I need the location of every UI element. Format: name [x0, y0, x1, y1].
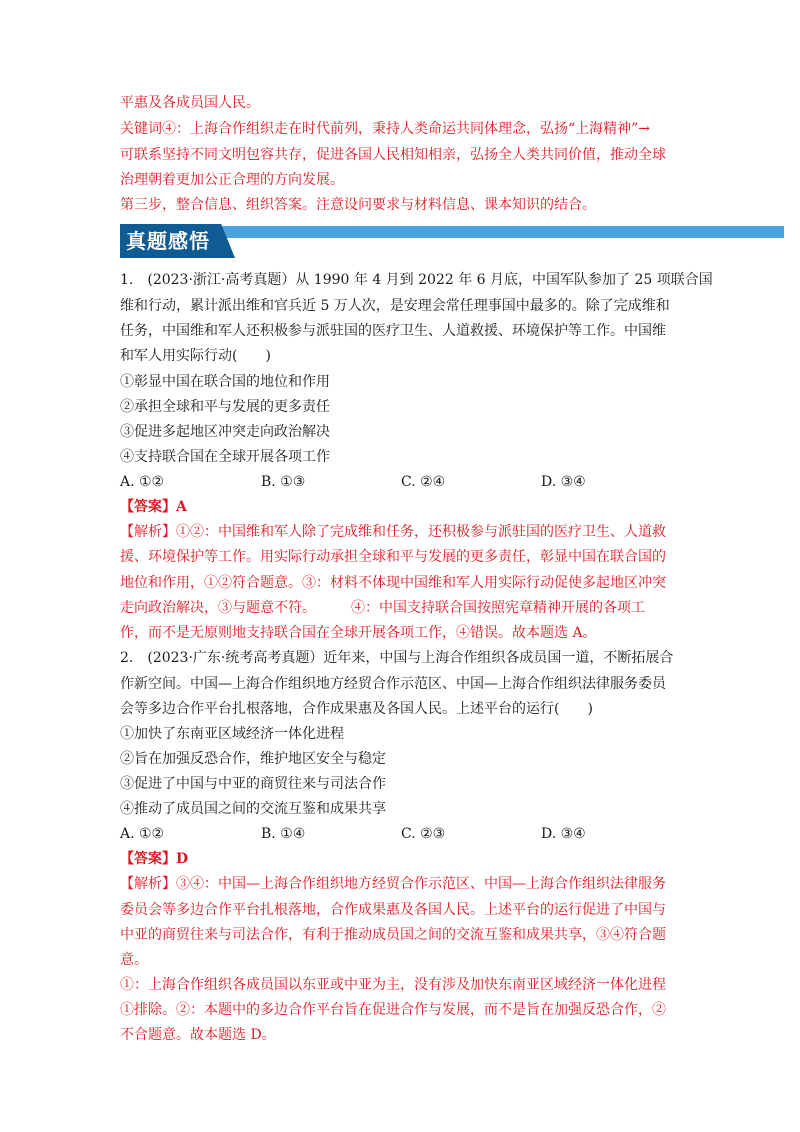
- q1-option-a[interactable]: A. ①②: [120, 474, 165, 490]
- q1-stem-line-3: 任务，中国维和军人还积极参与派驻国的医疗卫生、人道救援、环境保护等工作。中国维: [120, 323, 666, 339]
- q1-item-4: ④支持联合国在全球开展各项工作: [120, 449, 330, 465]
- q2-option-c[interactable]: C. ②③: [401, 826, 446, 842]
- q2-analysis-line-7: 不合题意。故本题选 D。: [120, 1027, 276, 1043]
- intro-line-3: 可联系坚持不同文明包容共存，促进各国人民相知相亲，弘扬全人类共同价值，推动全球: [120, 147, 666, 163]
- q2-analysis-line-1: 【解析】③④：中国—上海合作组织地方经贸合作示范区、中国—上海合作组织法律服务: [120, 876, 666, 892]
- q1-stem-line-4: 和军人用实际行动( ): [120, 348, 271, 364]
- q1-analysis-line-3: 地位和作用，①②符合题意。③：材料不体现中国维和军人用实际行动促使多起地区冲突: [120, 575, 666, 591]
- intro-line-5: 第三步，整合信息、组织答案。注意设问要求与材料信息、课本知识的结合。: [120, 197, 596, 213]
- intro-line-1: 平惠及各成员国人民。: [120, 95, 260, 111]
- q2-item-2: ②旨在加强反恐合作，维护地区安全与稳定: [120, 751, 386, 767]
- q2-analysis-line-2: 委员会等多边合作平台扎根落地，合作成果惠及各国人民。上述平台的运行促进了中国与: [120, 902, 666, 918]
- q1-item-1: ①彰显中国在联合国的地位和作用: [120, 374, 330, 390]
- q1-analysis-line-2: 援、环境保护等工作。用实际行动承担全球和平与发展的更多责任，彰显中国在联合国的: [120, 549, 666, 565]
- q2-analysis-line-5: ①：上海合作组织各成员国以东亚或中亚为主，没有涉及加快东南亚区域经济一体化进程: [120, 977, 666, 993]
- q2-stem-line-3: 会等多边合作平台扎根落地，合作成果惠及各国人民。上述平台的运行( ): [120, 701, 593, 717]
- intro-line-4: 治理朝着更加公正合理的方向发展。: [120, 172, 344, 188]
- q1-stem-line-1: 1. (2023·浙江·高考真题）从 1990 年 4 月到 2022 年 6 月底，中国军队参加了 25 项联合国: [120, 272, 713, 288]
- q2-analysis-line-3: 中亚的商贸往来与司法合作，有利于推动成员国之间的交流互鉴和成果共享，③④符合题: [120, 927, 666, 943]
- q1-analysis-line-1: 【解析】①②：中国维和军人除了完成维和任务，还积极参与派驻国的医疗卫生、人道救: [120, 524, 666, 540]
- q2-analysis-line-6: ①排除。②：本题中的多边合作平台旨在促进合作与发展，而不是旨在加强反恐合作，②: [120, 1002, 666, 1018]
- q2-stem-line-1: 2. (2023·广东·统考高考真题）近年来，中国与上海合作组织各成员国一道，不断拓展合: [120, 650, 674, 666]
- q2-option-b[interactable]: B. ①④: [261, 826, 306, 842]
- q1-answer: 【答案】A: [120, 499, 187, 515]
- intro-line-2: 关键词④：上海合作组织走在时代前列，秉持人类命运共同体理念，弘扬“上海精神”→: [120, 121, 651, 137]
- q1-option-c[interactable]: C. ②④: [401, 474, 446, 490]
- q1-stem-line-2: 维和行动，累计派出维和官兵近 5 万人次，是安理会常任理事国中最多的。除了完成维和: [120, 298, 670, 314]
- q1-analysis-line-5: 作，而不是无原则地支持联合国在全球开展各项工作，④错误。故本题选 A。: [120, 625, 597, 641]
- q1-item-3: ③促进多起地区冲突走向政治解决: [120, 424, 330, 440]
- q2-item-3: ③促进了中国与中亚的商贸往来与司法合作: [120, 776, 386, 792]
- q1-option-b[interactable]: B. ①③: [261, 474, 306, 490]
- q2-item-1: ①加快了东南亚区域经济一体化进程: [120, 726, 344, 742]
- q2-analysis-line-4: 意。: [120, 952, 148, 968]
- q2-option-a[interactable]: A. ①②: [120, 826, 165, 842]
- section-banner: [120, 224, 784, 258]
- q1-item-2: ②承担全球和平与发展的更多责任: [120, 399, 330, 415]
- q2-item-4: ④推动了成员国之间的交流互鉴和成果共享: [120, 801, 386, 817]
- q1-analysis-line-4: 走向政治解决，③与题意不符。 ④：中国支持联合国按照宪章精神开展的各项工: [120, 600, 645, 616]
- q2-option-d[interactable]: D. ③④: [541, 826, 586, 842]
- banner-title: 真题感悟: [126, 229, 210, 253]
- q2-answer: 【答案】D: [120, 851, 189, 867]
- q2-stem-line-2: 作新空间。中国—上海合作组织地方经贸合作示范区、中国—上海合作组织法律服务委员: [120, 676, 666, 692]
- q1-option-d[interactable]: D. ③④: [541, 474, 586, 490]
